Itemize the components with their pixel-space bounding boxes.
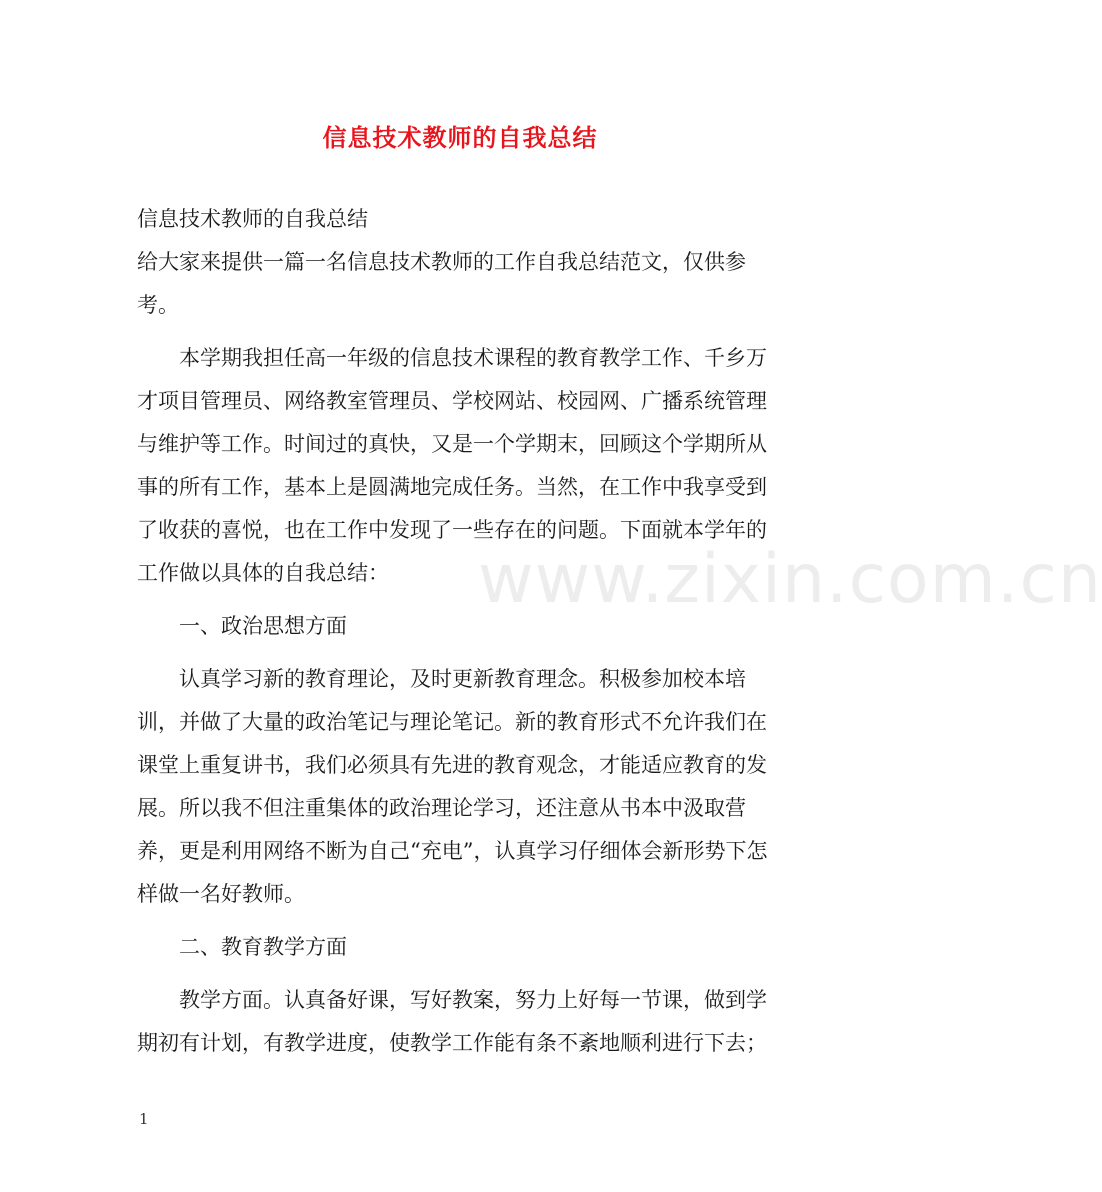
intro-paragraph: 给大家来提供一篇一名信息技术教师的工作自我总结范文，仅供参考。	[137, 250, 746, 317]
overview-paragraph: 本学期我担任高一年级的信息技术课程的教育教学工作、千乡万才项目管理员、网络教室管理员、学校网站、校园网、广播系统管理与维护等工作。时间过的真快，又是一个学期末，回顾这个学期所从事的所有工作，基本上是圆满地完成任务。当然，在工作中我享受到了收获的喜悦，也在工作中发现了一些存在的问题。下面就本学年的工作做以具体的自我总结：	[137, 346, 767, 585]
document-body	[137, 198, 787, 1065]
politics-paragraph: 认真学习新的教育理论，及时更新教育理念。积极参加校本培训，并做了大量的政治笔记与理论笔记。新的教育形式不允许我们在课堂上重复讲书，我们必须具有先进的教育观念，才能适应教育的发展。所以我不但注重集体的政治理论学习，还注意从书本中汲取营养，更是利用网络不断为自己“充电”，认真学习仔细体会新形势下怎样做一名好教师。	[137, 667, 768, 906]
section-heading-politics: 一、政治思想方面	[179, 614, 347, 638]
subtitle-paragraph: 信息技术教师的自我总结	[137, 207, 368, 231]
section-heading-teaching: 二、教育教学方面	[179, 935, 347, 959]
teaching-paragraph: 教学方面。认真备好课，写好教案，努力上好每一节课，做到学期初有计划，有教学进度，使教学工作能有条不紊地顺利进行下去；	[137, 988, 767, 1055]
document-title: 信息技术教师的自我总结	[322, 123, 598, 152]
watermark-text: www.zixin.com.cn	[478, 540, 1102, 619]
page-number: 1	[139, 1110, 149, 1128]
